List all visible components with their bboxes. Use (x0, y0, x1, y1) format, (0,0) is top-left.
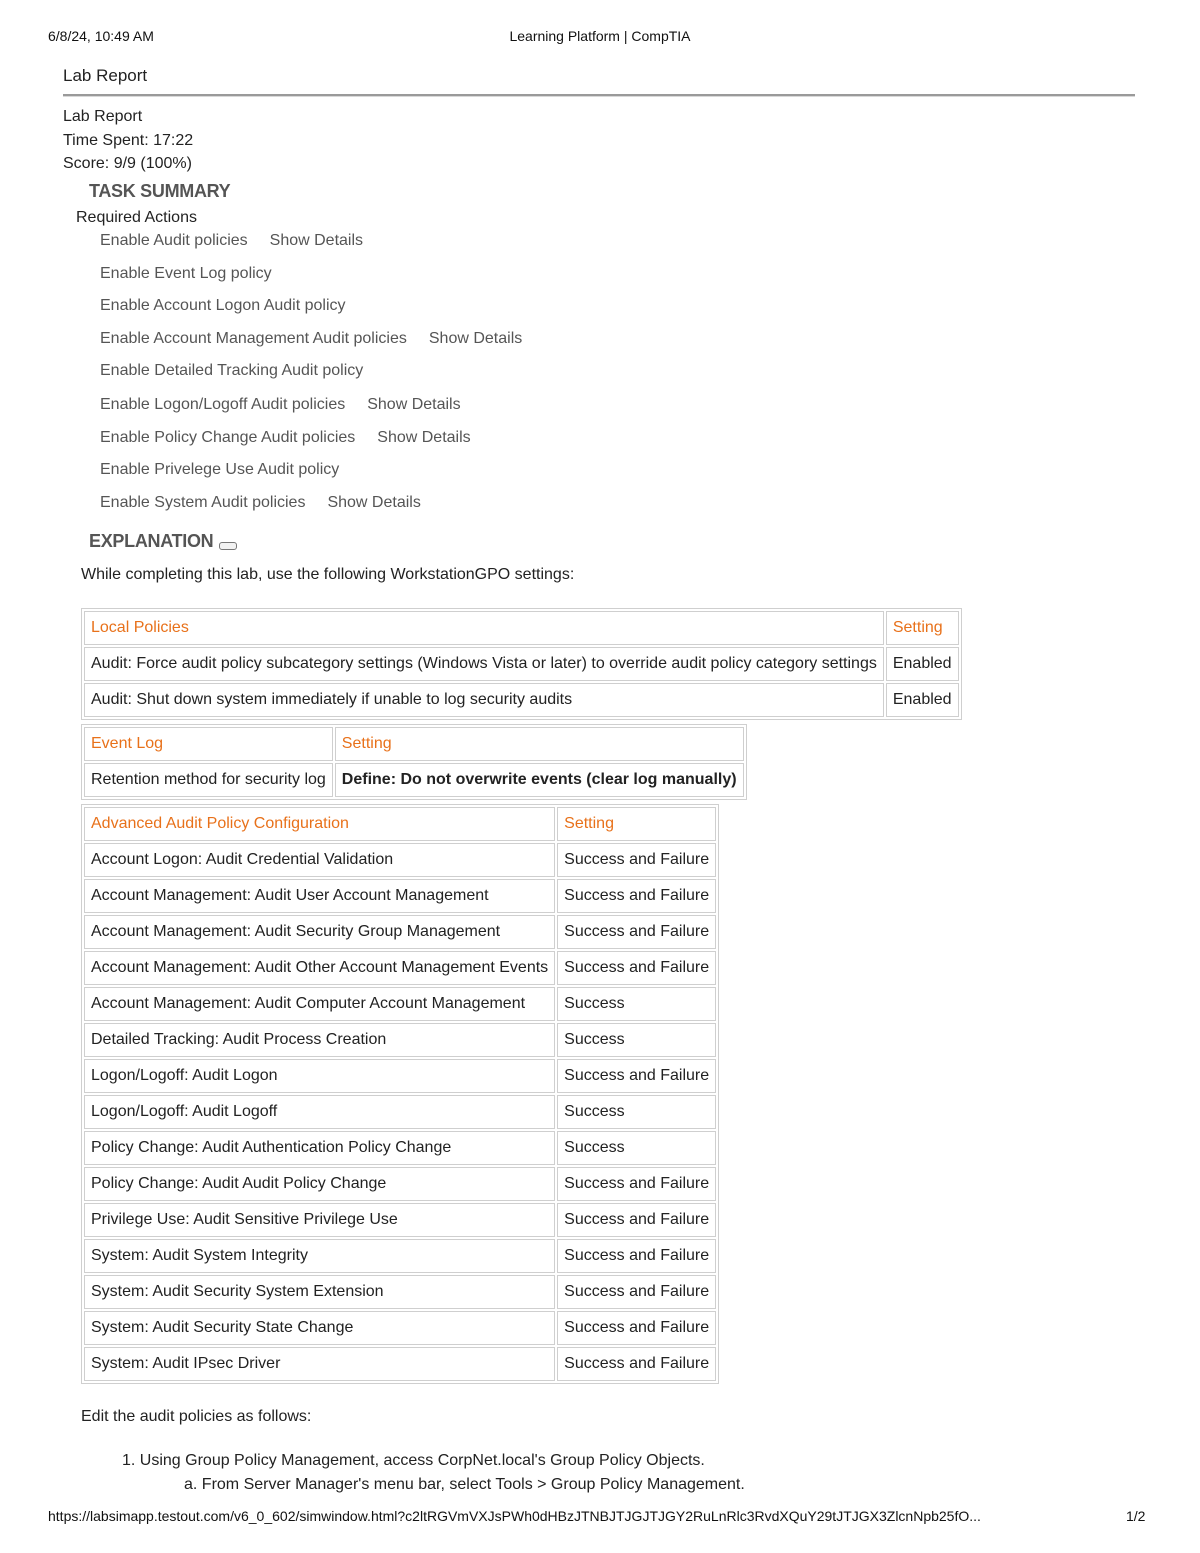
table-row (84, 763, 744, 797)
policy-cell: Logon/Logoff: Audit Logon (84, 1059, 555, 1093)
table-row (84, 879, 716, 913)
policy-column-header: Local Policies (84, 611, 884, 645)
policy-cell: System: Audit Security System Extension (84, 1275, 555, 1309)
policy-cell: Account Management: Audit Computer Account Management (84, 987, 555, 1021)
setting-column-header: Setting (335, 727, 744, 761)
setting-cell: Success and Failure (557, 1167, 716, 1201)
table-row (84, 1347, 716, 1381)
show-details-link[interactable]: Show Details (377, 429, 471, 446)
explanation-heading (89, 531, 237, 552)
setting-cell: Define: Do not overwrite events (clear log manually) (335, 763, 744, 797)
setting-cell: Success and Failure (557, 1239, 716, 1273)
table-row (84, 987, 716, 1021)
policy-cell: Privilege Use: Audit Sensitive Privilege Use (84, 1203, 555, 1237)
header-divider (63, 94, 1135, 96)
setting-cell: Success (557, 1023, 716, 1057)
table-header-row (84, 807, 716, 841)
table-row (84, 1095, 716, 1129)
setting-cell: Success and Failure (557, 1203, 716, 1237)
local-policies-table (81, 608, 962, 720)
setting-cell: Success and Failure (557, 1347, 716, 1381)
setting-cell: Success and Failure (557, 915, 716, 949)
required-action-item (100, 396, 461, 414)
setting-cell: Success (557, 1131, 716, 1165)
report-title: Lab Report (63, 108, 143, 125)
print-datetime: 6/8/24, 10:49 AM (48, 28, 154, 44)
setting-cell: Success and Failure (557, 951, 716, 985)
policy-cell: System: Audit IPsec Driver (84, 1347, 555, 1381)
score: Score: 9/9 (100%) (63, 155, 192, 172)
advanced-audit-table (81, 804, 719, 1384)
setting-cell: Success (557, 1095, 716, 1129)
required-action-item (100, 232, 363, 250)
policy-column-header: Event Log (84, 727, 333, 761)
print-url: https://labsimapp.testout.com/v6_0_602/simwindow.html?c2ltRGVmVXJsPWh0dHBzJTNBJTJGJTJGY2RuLnRlc3RvdXQuY29tJTJGX3ZlcnNpb25fO... (48, 1508, 981, 1524)
print-page-title: Learning Platform | CompTIA (509, 28, 691, 44)
explanation-outro: Edit the audit policies as follows: (81, 1408, 312, 1425)
policy-cell: Account Management: Audit Other Account Management Events (84, 951, 555, 985)
policy-cell: Policy Change: Audit Audit Policy Change (84, 1167, 555, 1201)
table-row (84, 1275, 716, 1309)
table-row (84, 843, 716, 877)
lab-report-header: Lab Report (63, 66, 148, 85)
policy-cell: Logon/Logoff: Audit Logoff (84, 1095, 555, 1129)
event-log-table (81, 724, 747, 800)
required-action-item (100, 429, 471, 447)
setting-column-header: Setting (886, 611, 959, 645)
required-action-label: Enable Audit policies (100, 232, 248, 249)
task-summary-heading: TASK SUMMARY (89, 181, 231, 201)
required-actions-heading: Required Actions (76, 209, 197, 226)
setting-cell: Enabled (886, 647, 959, 681)
required-action-label: Enable Detailed Tracking Audit policy (100, 362, 364, 379)
setting-cell: Enabled (886, 683, 959, 717)
policy-column-header: Advanced Audit Policy Configuration (84, 807, 555, 841)
table-row (84, 915, 716, 949)
time-spent: Time Spent: 17:22 (63, 132, 194, 149)
required-action-label: Enable Policy Change Audit policies (100, 429, 356, 446)
setting-cell: Success and Failure (557, 843, 716, 877)
required-action-label: Enable Privelege Use Audit policy (100, 461, 340, 478)
show-details-link[interactable]: Show Details (367, 396, 461, 413)
table-row (84, 1203, 716, 1237)
required-action-label: Enable Logon/Logoff Audit policies (100, 396, 346, 413)
policy-cell: Account Logon: Audit Credential Validation (84, 843, 555, 877)
table-header-row (84, 611, 959, 645)
print-page-number: 1/2 (1126, 1508, 1146, 1524)
setting-cell: Success and Failure (557, 879, 716, 913)
policy-cell: Account Management: Audit User Account Management (84, 879, 555, 913)
required-action-label: Enable System Audit policies (100, 494, 306, 511)
step-1a: a. From Server Manager's menu bar, select Tools > Group Policy Management. (184, 1476, 745, 1493)
required-action-item (100, 362, 363, 380)
table-row (84, 951, 716, 985)
table-row (84, 683, 959, 717)
required-action-label: Enable Account Logon Audit policy (100, 297, 346, 314)
table-row (84, 1239, 716, 1273)
setting-cell: Success and Failure (557, 1275, 716, 1309)
required-action-item (100, 330, 522, 348)
policy-cell: Account Management: Audit Security Group Management (84, 915, 555, 949)
required-action-item (100, 265, 272, 283)
table-header-row (84, 727, 744, 761)
show-details-link[interactable]: Show Details (327, 494, 421, 511)
policy-cell: Policy Change: Audit Authentication Policy Change (84, 1131, 555, 1165)
setting-cell: Success and Failure (557, 1059, 716, 1093)
explanation-heading-text: EXPLANATION (89, 531, 214, 551)
table-row (84, 1059, 716, 1093)
setting-cell: Success and Failure (557, 1311, 716, 1345)
table-row (84, 1311, 716, 1345)
table-row (84, 647, 959, 681)
table-row (84, 1131, 716, 1165)
required-action-item (100, 494, 421, 512)
required-action-label: Enable Account Management Audit policies (100, 330, 407, 347)
collapse-toggle-icon[interactable] (219, 542, 237, 550)
setting-cell: Success (557, 987, 716, 1021)
table-row (84, 1023, 716, 1057)
policy-cell: System: Audit Security State Change (84, 1311, 555, 1345)
policy-cell: System: Audit System Integrity (84, 1239, 555, 1273)
required-action-item (100, 461, 339, 479)
explanation-intro: While completing this lab, use the following WorkstationGPO settings: (81, 566, 575, 583)
show-details-link[interactable]: Show Details (269, 232, 364, 249)
policy-cell: Audit: Force audit policy subcategory settings (Windows Vista or later) to override audit policy category settings (84, 647, 884, 681)
show-details-link[interactable]: Show Details (428, 330, 523, 347)
table-row (84, 1167, 716, 1201)
step-1: 1. Using Group Policy Management, access CorpNet.local's Group Policy Objects. (122, 1452, 705, 1469)
policy-cell: Retention method for security log (84, 763, 333, 797)
required-action-label: Enable Event Log policy (100, 265, 272, 282)
policy-cell: Detailed Tracking: Audit Process Creation (84, 1023, 555, 1057)
setting-column-header: Setting (557, 807, 716, 841)
required-action-item (100, 297, 346, 315)
policy-cell: Audit: Shut down system immediately if unable to log security audits (84, 683, 884, 717)
